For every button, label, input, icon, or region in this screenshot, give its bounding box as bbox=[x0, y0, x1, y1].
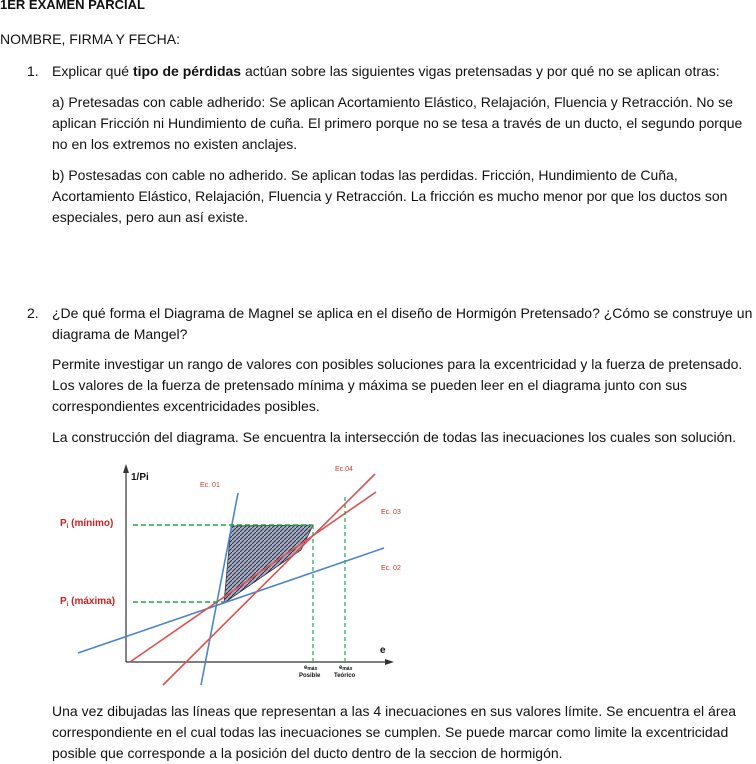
emax-theoretical-text: Teórico bbox=[334, 673, 356, 679]
emax-theoretical-label: emáx bbox=[339, 665, 353, 672]
pi-min-label: $P_i$ (mínimo) bbox=[60, 518, 114, 530]
pi-max-label: $P_i$ (máxima) bbox=[60, 596, 116, 608]
q2-prompt: ¿De qué forma el Diagrama de Magnel se aplica en el diseño de Hormigón Pretensado? ¿Cómo se construye un diagrama de Mangel? bbox=[52, 305, 753, 342]
y-axis-arrow-icon bbox=[123, 464, 129, 473]
q2-paragraph-3: Una vez dibujadas las líneas que representan a las 4 inecuaciones en sus valores límite. Se encuentra el área correspondiente en el cual todas las inecuaciones se cumplen. Se puede marcar como limite la excentricidad posible que corresponde a la posición del ducto dentro de la seccion de hormigón. bbox=[52, 703, 737, 761]
x-axis-arrow-icon bbox=[385, 659, 394, 665]
ec04-line bbox=[163, 474, 375, 685]
q1-number: 1. bbox=[27, 63, 39, 79]
q2-number: 2. bbox=[27, 305, 39, 321]
name-date-line: NOMBRE, FIRMA Y FECHA: bbox=[0, 31, 180, 47]
q1-answer-a: a) Pretesadas con cable adherido: Se aplican Acortamiento Elástico, Relajación, Fluencia y Retracción. No se aplican Fricción ni Hundimiento de cuña. El primero porque no se tesa a través de un ducto, el segundo porque no en los extremos no existen anclajes. bbox=[52, 94, 743, 152]
ec04-label: Ec.04 bbox=[335, 466, 353, 473]
q1-answer-b: b) Postesadas con cable no adherido. Se aplican todas las perdidas. Fricción, Hundimiento de Cuña, Acortamiento Elástico, Relajación, Fluencia y Retracción. La fricción es mucho menor por que los ductos son especiales, pero aun así existe. bbox=[52, 167, 728, 225]
emax-possible-text: Posible bbox=[299, 673, 321, 679]
ec03-line bbox=[130, 492, 376, 662]
q2-paragraph-1: Permite investigar un rango de valores con posibles soluciones para la excentricidad y la fuerza de pretensado. Los valores de la fuerza de pretensado mínima y máxima se pueden leer en el diagrama junto con sus correspondientes excentricidades posibles. bbox=[52, 356, 743, 414]
ec01-label: Ec. 01 bbox=[200, 482, 220, 489]
q1-prompt: Explicar qué tipo de pérdidas actúan sobre las siguientes vigas pretensadas y por qué no se aplican otras: bbox=[52, 63, 720, 79]
emax-possible-label: emáx bbox=[304, 665, 318, 672]
magnel-diagram bbox=[50, 455, 405, 687]
x-axis-label: e bbox=[380, 645, 386, 656]
exam-title: 1ER EXAMEN PARCIAL bbox=[0, 0, 145, 12]
ec03-label: Ec. 03 bbox=[381, 509, 401, 516]
q2-paragraph-2: La construcción del diagrama. Se encuentra la intersección de todas las inecuaciones los cuales son solución. bbox=[52, 429, 737, 445]
y-axis-label: 1/Pi bbox=[131, 472, 149, 483]
feasible-region bbox=[224, 525, 313, 603]
ec02-label: Ec. 02 bbox=[381, 565, 401, 572]
